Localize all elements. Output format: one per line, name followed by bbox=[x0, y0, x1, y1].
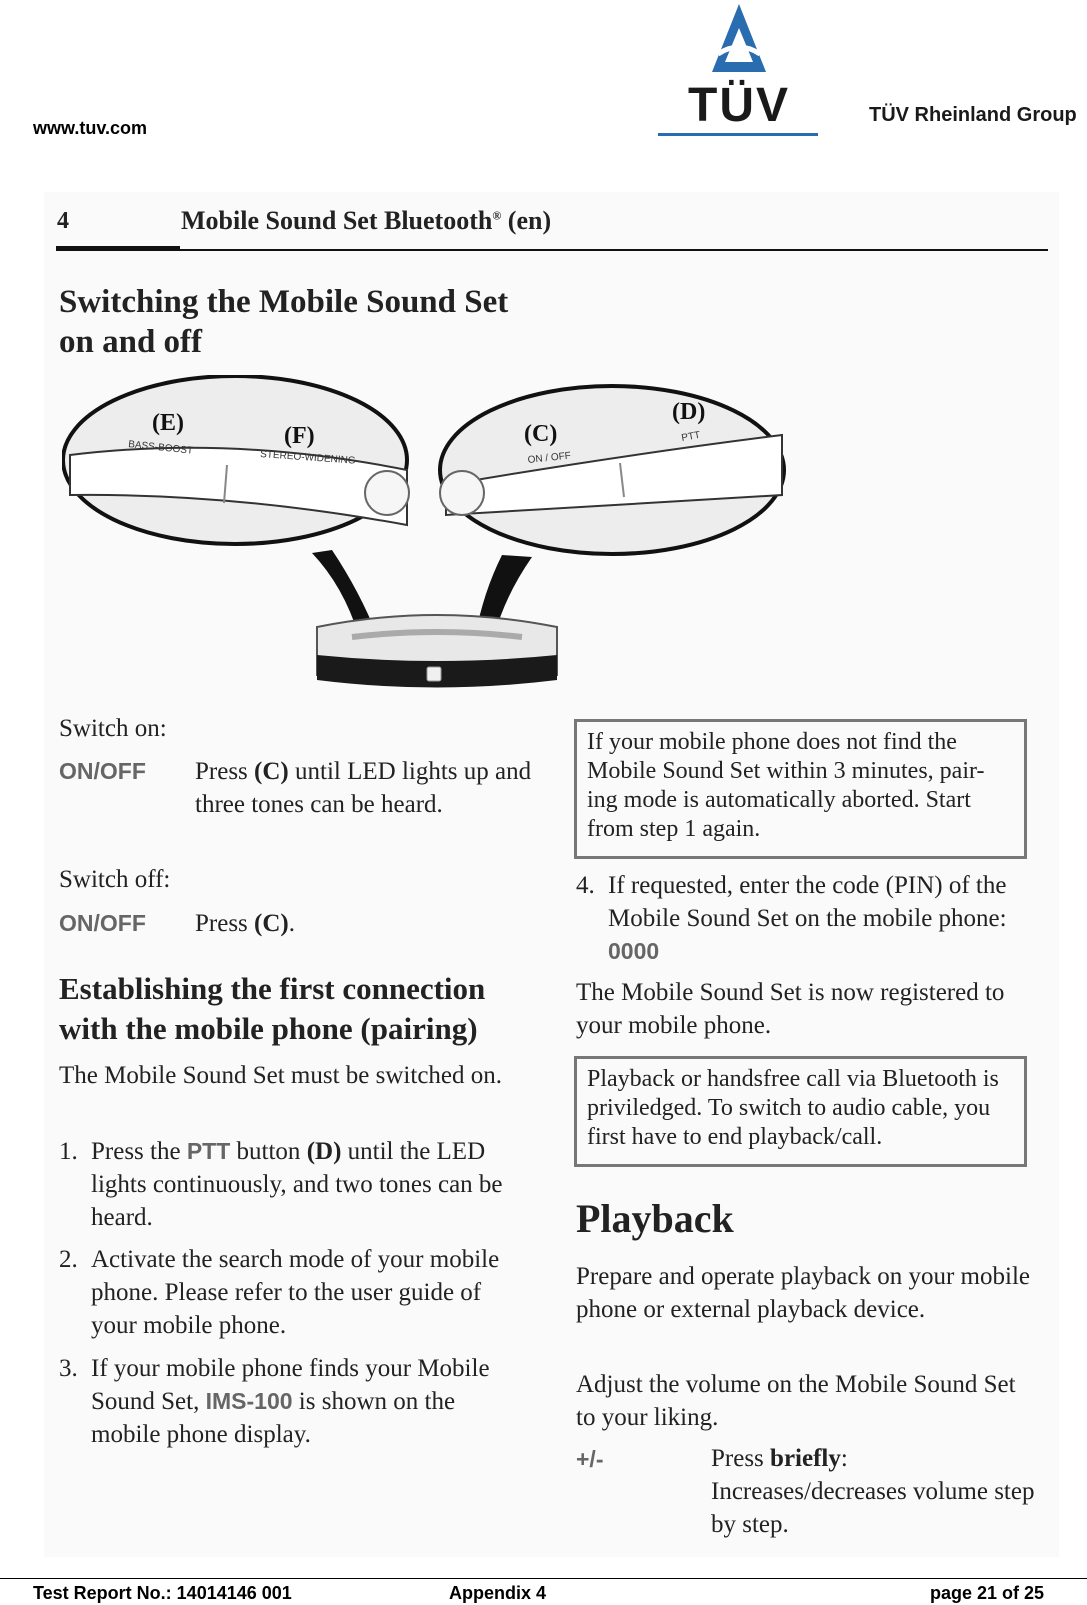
pairing-step-2: 2. Activate the search mode of your mobile phone. Please refer to the user guide of your mobile phone. bbox=[59, 1246, 500, 1339]
playback-paragraph-2: Adjust the volume on the Mobile Sound Set to your liking. bbox=[576, 1371, 1016, 1431]
chapter-number: 4 bbox=[57, 208, 69, 234]
callout-label-d: (D) bbox=[672, 399, 706, 425]
chapter-rule-thin bbox=[180, 249, 1048, 251]
section-heading-playback: Playback bbox=[576, 1196, 734, 1241]
pairing-intro: The Mobile Sound Set must be switched on. bbox=[59, 1062, 503, 1089]
section-heading-pairing: Establishing the first connection with the mobile phone (pairing) bbox=[59, 971, 486, 1046]
chapter-title: Mobile Sound Set Bluetooth® (en) bbox=[181, 206, 552, 235]
bluetooth-priority-note: Playback or handsfree call via Bluetooth is priviledged. To switch to audio cable, you first have to end playback/call. bbox=[574, 1056, 1027, 1167]
on-off-key-label-2: ON/OFF bbox=[59, 910, 146, 936]
registered-text: The Mobile Sound Set is now registered to your mobile phone. bbox=[576, 979, 1005, 1039]
footer-appendix: Appendix 4 bbox=[449, 1583, 547, 1603]
pairing-timeout-note: If your mobile phone does not find the Mobile Sound Set within 3 minutes, pair-ing mode is automatically aborted. Start from step 1 again. bbox=[574, 719, 1027, 859]
footer-page-number: page 21 of 25 bbox=[930, 1583, 1045, 1603]
website-url[interactable]: www.tuv.com bbox=[33, 118, 148, 138]
callout-label-c: (C) bbox=[524, 421, 558, 447]
on-off-key-label: ON/OFF bbox=[59, 758, 146, 784]
switch-on-label: Switch on: bbox=[59, 715, 167, 742]
volume-key-label: +/- bbox=[576, 1446, 604, 1472]
button-label-bass-boost: BASS-BOOST bbox=[127, 439, 194, 457]
device-illustration bbox=[62, 375, 812, 705]
button-label-on-off: ON / OFF bbox=[527, 450, 572, 466]
logo-wordmark: TÜV bbox=[688, 79, 790, 132]
footer-rule bbox=[0, 1578, 1087, 1579]
section-heading-switching: Switching the Mobile Sound Set on and off bbox=[59, 284, 509, 360]
playback-paragraph-1: Prepare and operate playback on your mobile phone or external playback device. bbox=[576, 1263, 1030, 1323]
footer-report-number: Test Report No.: 14014146 001 bbox=[33, 1583, 292, 1603]
switch-off-label: Switch off: bbox=[59, 866, 171, 893]
switch-off-description: Press (C). bbox=[195, 910, 296, 937]
pairing-step-3: 3. If your mobile phone finds your Mobile Sound Set, IMS-100 is shown on the mobile phone display. bbox=[59, 1355, 490, 1448]
switch-on-description: Press (C) until LED lights up and three tones can be heard. bbox=[195, 758, 532, 818]
logo-underline bbox=[658, 133, 818, 136]
company-group-name: TÜV Rheinland Group bbox=[869, 104, 1077, 126]
callout-label-e: (E) bbox=[152, 410, 184, 436]
pairing-step-4: 4. If requested, enter the code (PIN) of the Mobile Sound Set on the mobile phone: 0000 bbox=[576, 872, 1007, 964]
volume-description: Press briefly: Increases/decreases volume step by step. bbox=[711, 1445, 1035, 1538]
pairing-step-1: 1. Press the PTT button (D) until the LED lights continuously, and two tones can be heard. bbox=[59, 1138, 503, 1231]
chapter-rule-thick bbox=[56, 246, 180, 251]
callout-label-f: (F) bbox=[284, 423, 315, 449]
button-label-ptt: PTT bbox=[680, 429, 702, 444]
button-label-stereo-widening: STEREO-WIDENING bbox=[259, 449, 356, 467]
